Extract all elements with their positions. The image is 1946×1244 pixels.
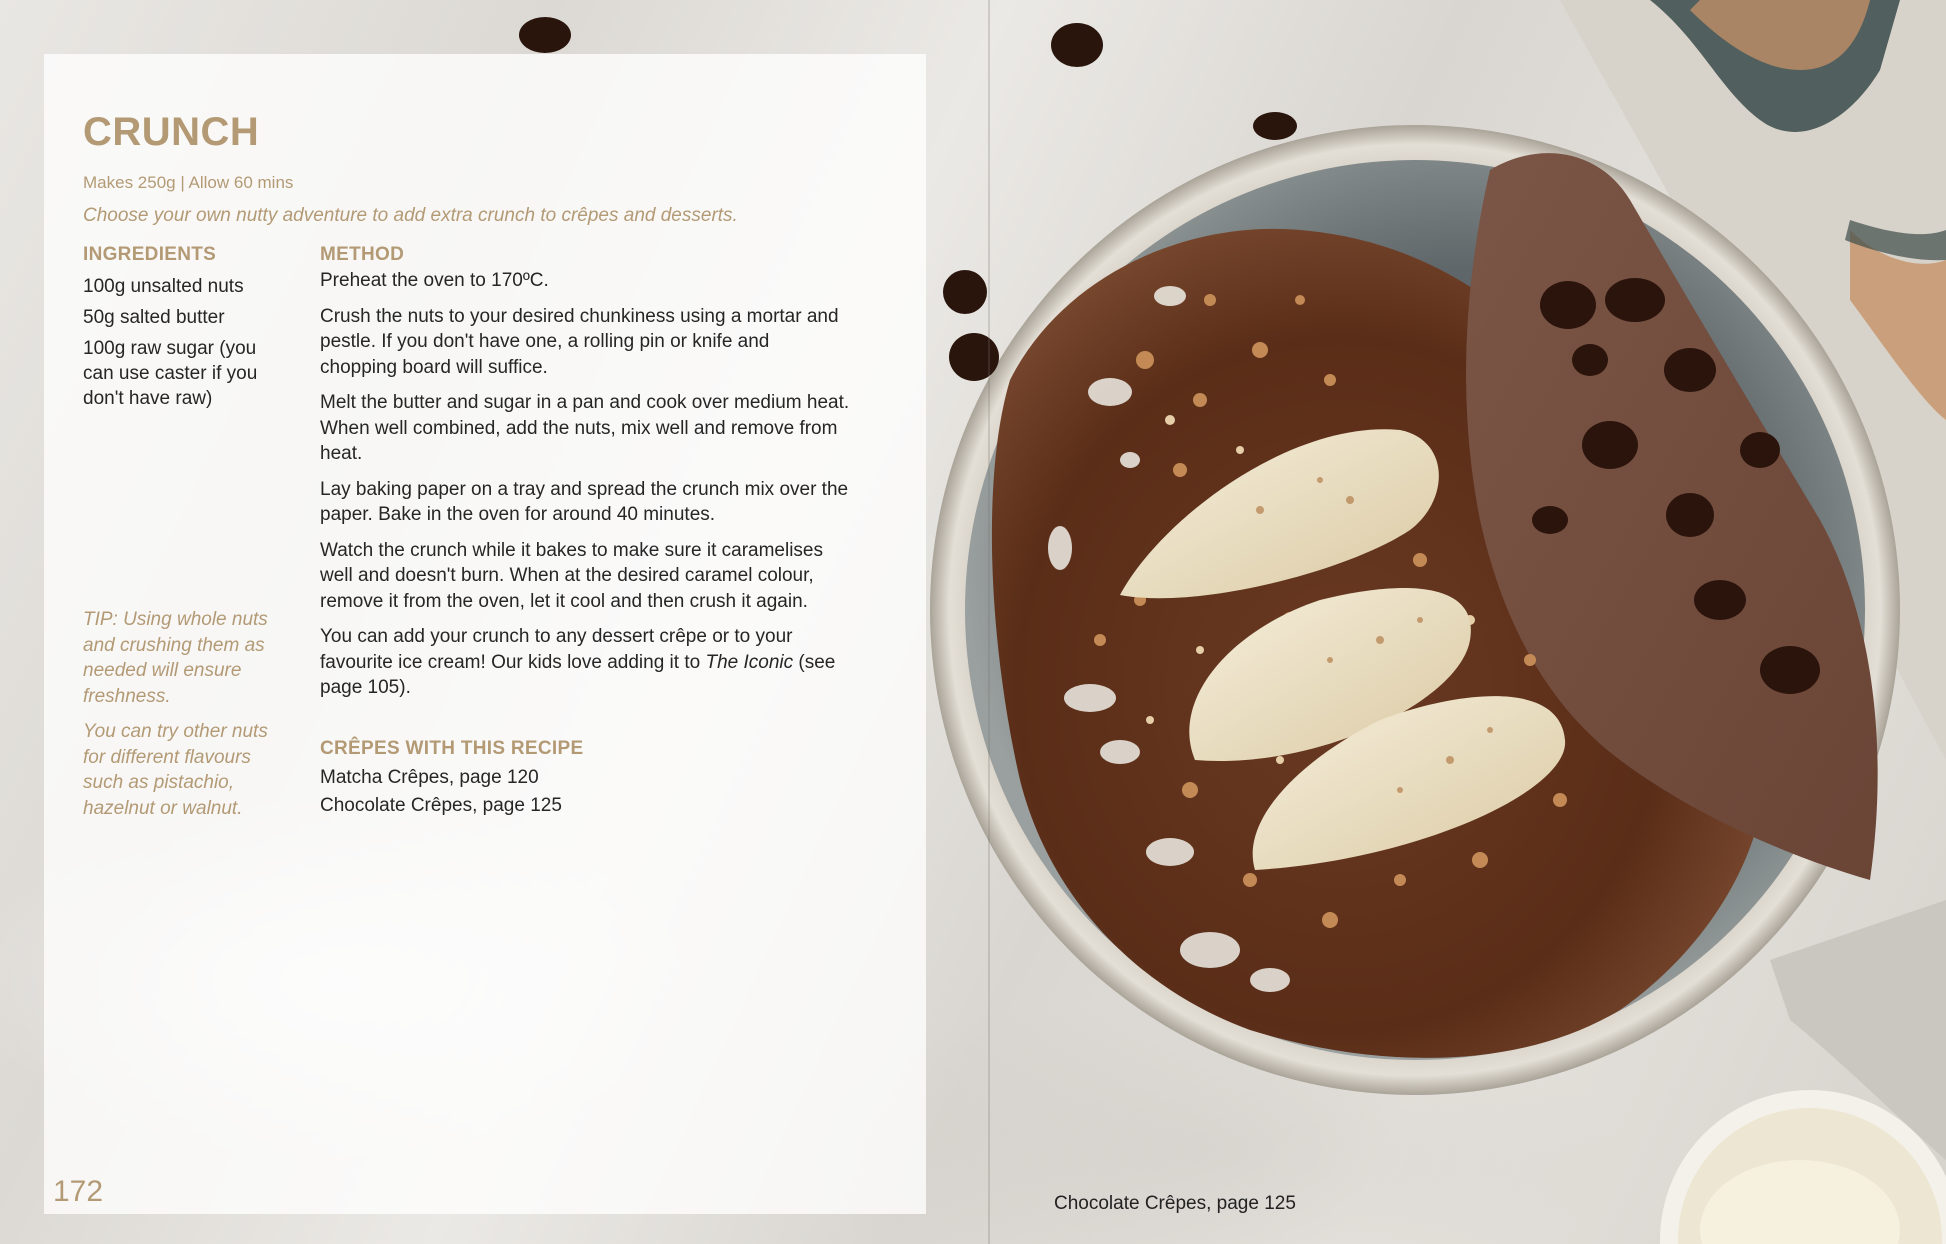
method-step (320, 624, 850, 701)
ingredients-heading: INGREDIENTS (83, 244, 217, 265)
page-fold (988, 0, 990, 1244)
tip-text: You can try other nuts for different flavours such as pistachio, hazelnut or walnut. (83, 721, 268, 819)
method-step: Watch the crunch while it bakes to make sure it caramelises well and doesn't burn. When at the desired caramel colour, remove it from the oven, let it cool and then crush it again. (320, 539, 823, 612)
ingredient-item: 100g unsalted nuts (83, 276, 244, 297)
recipe-reference: The Iconic (705, 651, 794, 673)
method-section (320, 244, 850, 711)
related-item: Matcha Crêpes, page 120 (320, 767, 539, 788)
related-item: Chocolate Crêpes, page 125 (320, 795, 562, 816)
recipe-title: CRUNCH (83, 110, 260, 154)
related-heading: CRÊPES WITH THIS RECIPE (320, 738, 584, 759)
method-step: Crush the nuts to your desired chunkiness using a mortar and pestle. If you don't have one, a rolling pin or knife and chopping board will suffice. (320, 305, 839, 378)
recipe-meta: Makes 250g | Allow 60 mins (83, 173, 294, 192)
ingredient-item: 50g salted butter (83, 307, 225, 328)
method-step: Preheat the oven to 170ºC. (320, 270, 549, 291)
page-number: 172 (53, 1175, 104, 1208)
method-heading: METHOD (320, 244, 405, 265)
step-text: You can add your crunch to any dessert crêpe or to your favourite ice cream! Our kids love adding it to (320, 626, 793, 673)
ingredients-section (83, 244, 283, 417)
related-list (320, 764, 820, 820)
tip-text: TIP: Using whole nuts and crushing them as needed will ensure freshness. (83, 609, 268, 707)
related-recipes (320, 738, 820, 820)
recipe-intro: Choose your own nutty adventure to add extra crunch to crêpes and desserts. (83, 205, 738, 226)
step-text: (see page 105). (320, 651, 836, 698)
tips-section (83, 607, 283, 831)
ingredients-list (83, 274, 283, 411)
method-step: Lay baking paper on a tray and spread the crunch mix over the paper. Bake in the oven for around 40 minutes. (320, 478, 849, 525)
ingredient-item: 100g raw sugar (you can use caster if you don't have raw) (83, 338, 258, 409)
photo-caption: Chocolate Crêpes, page 125 (1054, 1193, 1296, 1214)
method-step: Melt the butter and sugar in a pan and cook over medium heat. When well combined, add the nuts, mix well and remove from heat. (320, 392, 850, 464)
